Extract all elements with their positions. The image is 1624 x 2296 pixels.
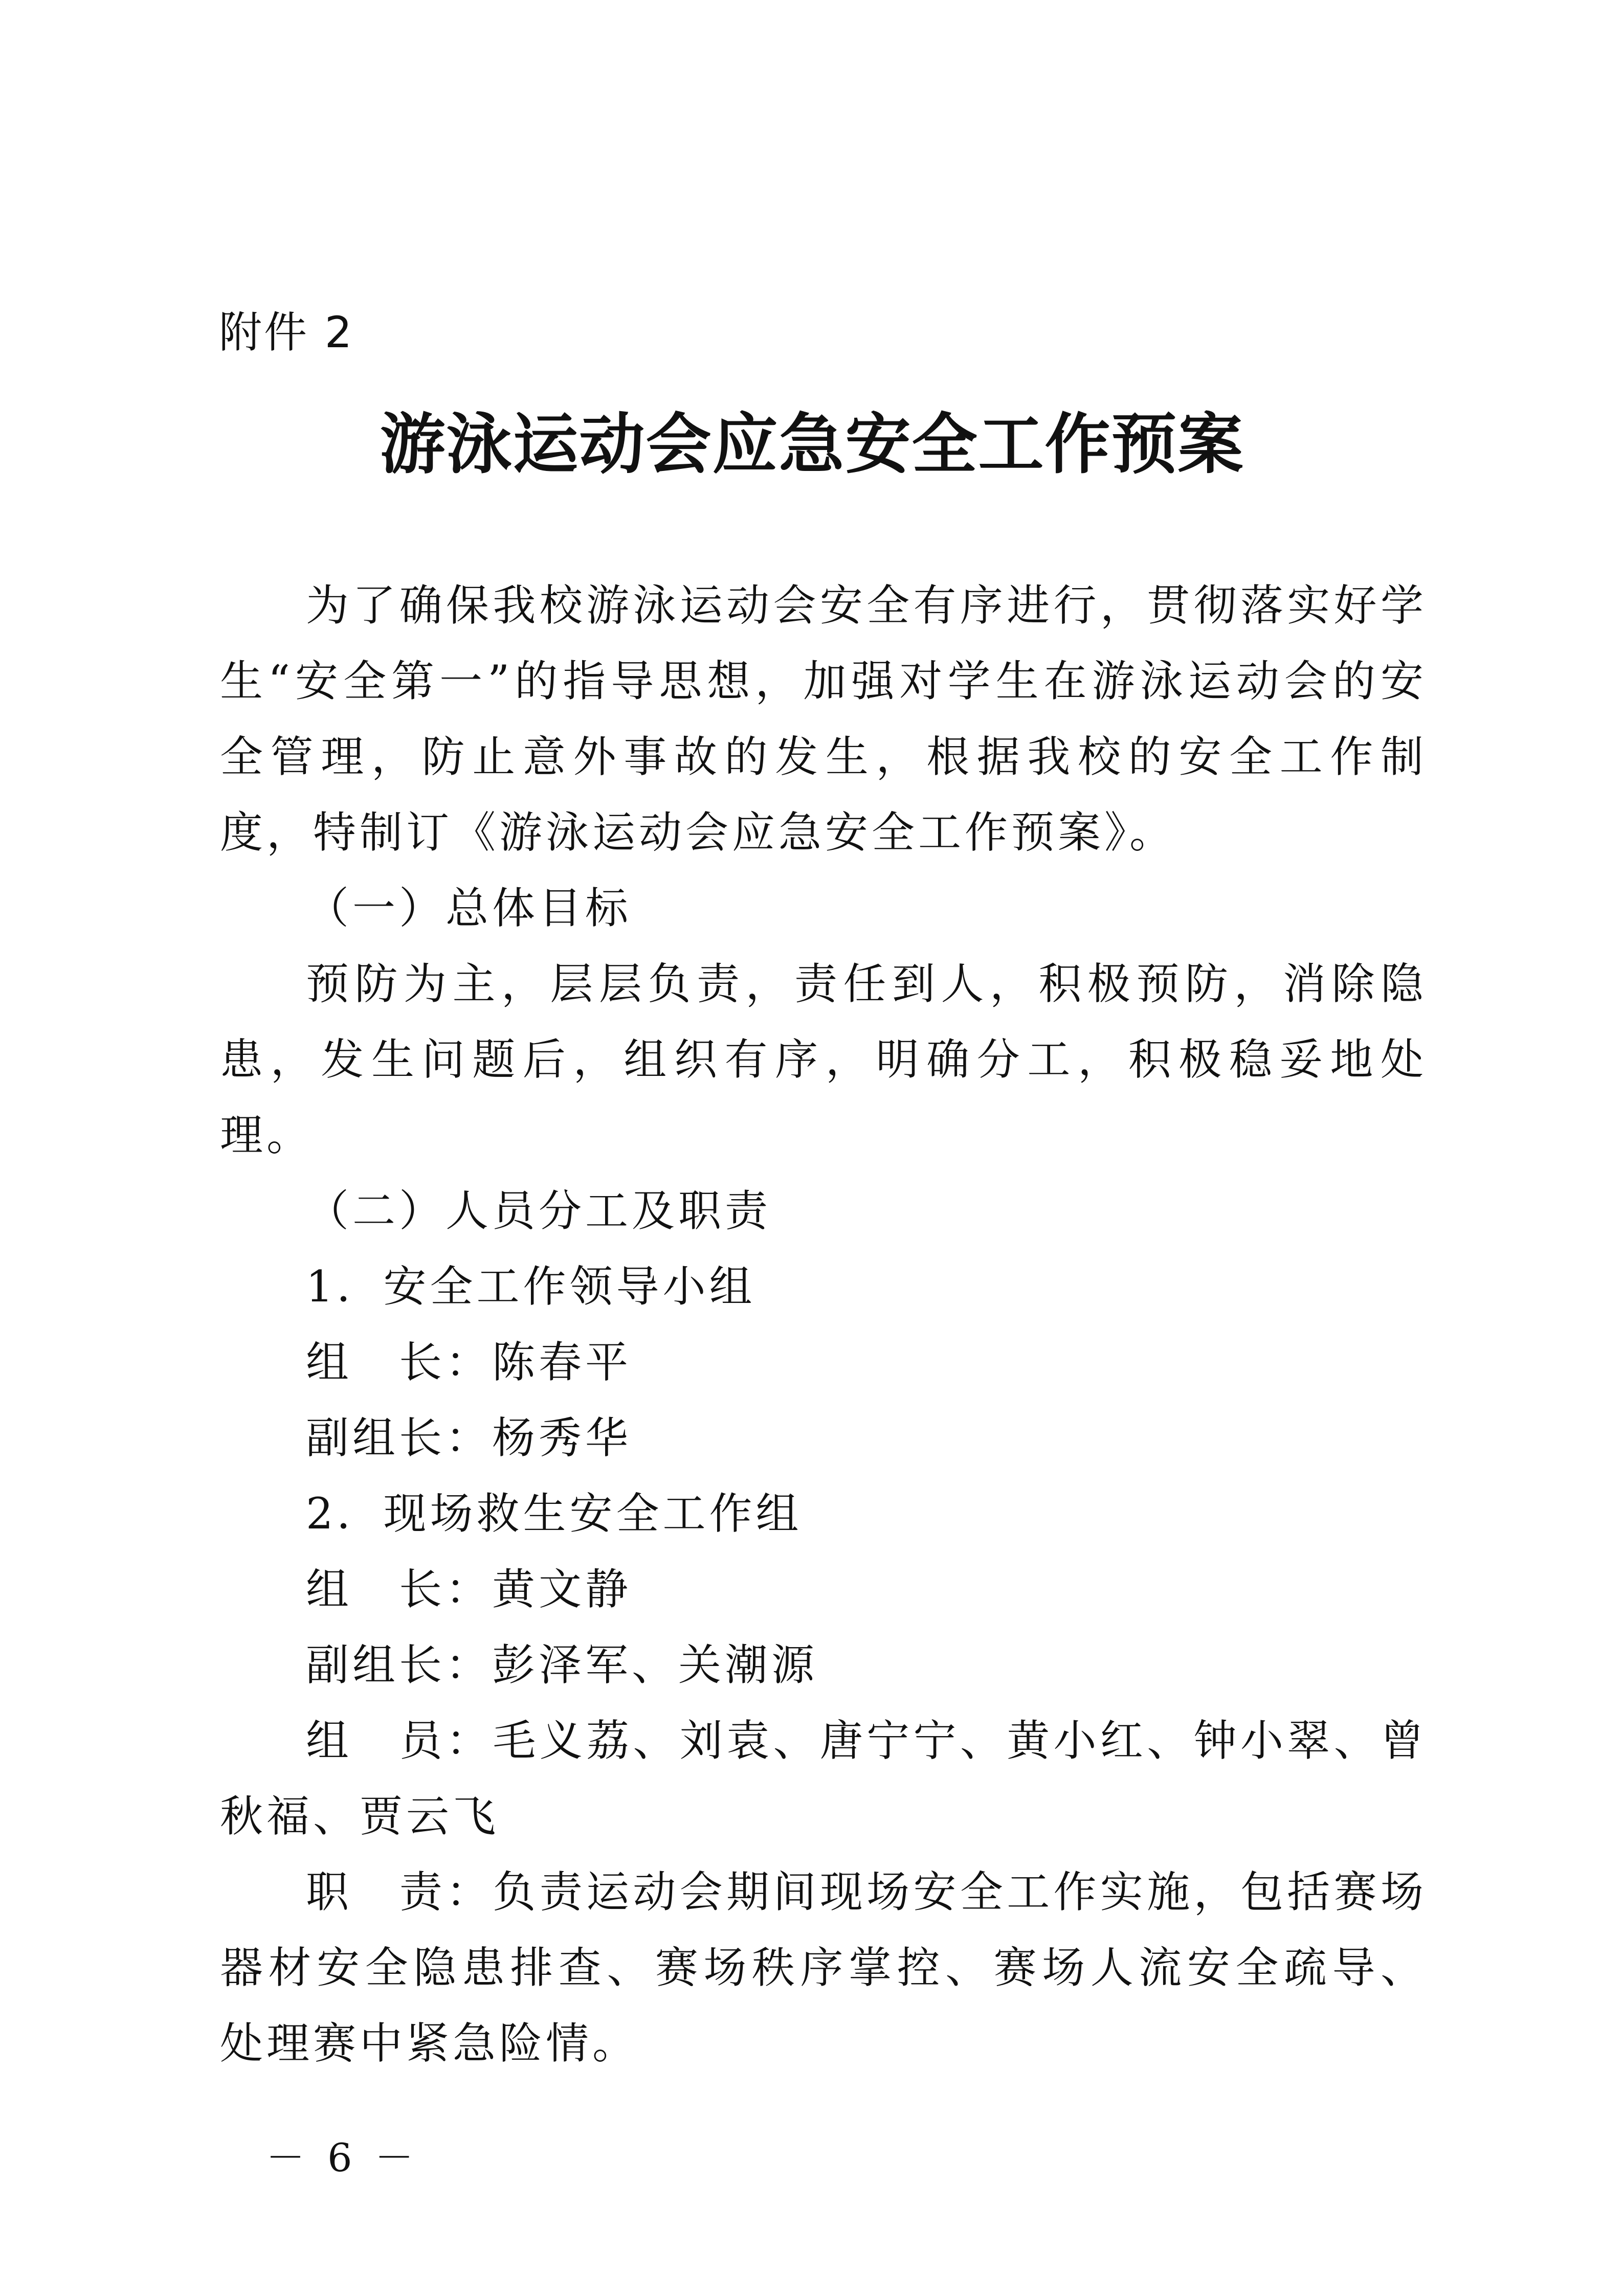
section2-heading: （二）人员分工及职责 bbox=[306, 1186, 772, 1236]
section1-heading: （一）总体目标 bbox=[306, 883, 632, 933]
page-number: － 6 － bbox=[266, 2135, 419, 2180]
attachment-label: 附件 2 bbox=[219, 307, 354, 357]
group2-duty: 职 责：负责运动会期间现场安全工作实施，包括赛场器材安全隐患排查、赛场秩序掌控、赛场人流安全疏导、处理赛中紧急险情。 bbox=[220, 1867, 1427, 2068]
group2-deputy: 副组长：彭泽军、关潮源 bbox=[306, 1640, 818, 1690]
group2-members: 组 员：毛义荔、刘袁、唐宁宁、黄小红、钟小翠、曾秋福、贾云飞 bbox=[220, 1716, 1427, 1841]
intro-paragraph: 为了确保我校游泳运动会安全有序进行，贯彻落实好学生“安全第一”的指导思想，加强对学生在游泳运动会的安全管理，防止意外事故的发生，根据我校的安全工作制度，特制订《游泳运动会应急安全工作预案》。 bbox=[220, 580, 1427, 858]
group2-leader: 组 长：黄文静 bbox=[306, 1564, 632, 1614]
group2-heading: 2．现场救生安全工作组 bbox=[306, 1489, 803, 1539]
section1-text: 预防为主，层层负责，责任到人，积极预防，消除隐患，发生问题后，组织有序，明确分工，积极稳妥地处理。 bbox=[220, 959, 1427, 1160]
document-title: 游泳运动会应急安全工作预案 bbox=[380, 407, 1244, 483]
group1-leader: 组 长：陈春平 bbox=[306, 1337, 632, 1387]
document-body bbox=[220, 568, 1427, 2081]
group1-deputy: 副组长：杨秀华 bbox=[306, 1413, 632, 1463]
group1-heading: 1．安全工作领导小组 bbox=[306, 1262, 756, 1312]
